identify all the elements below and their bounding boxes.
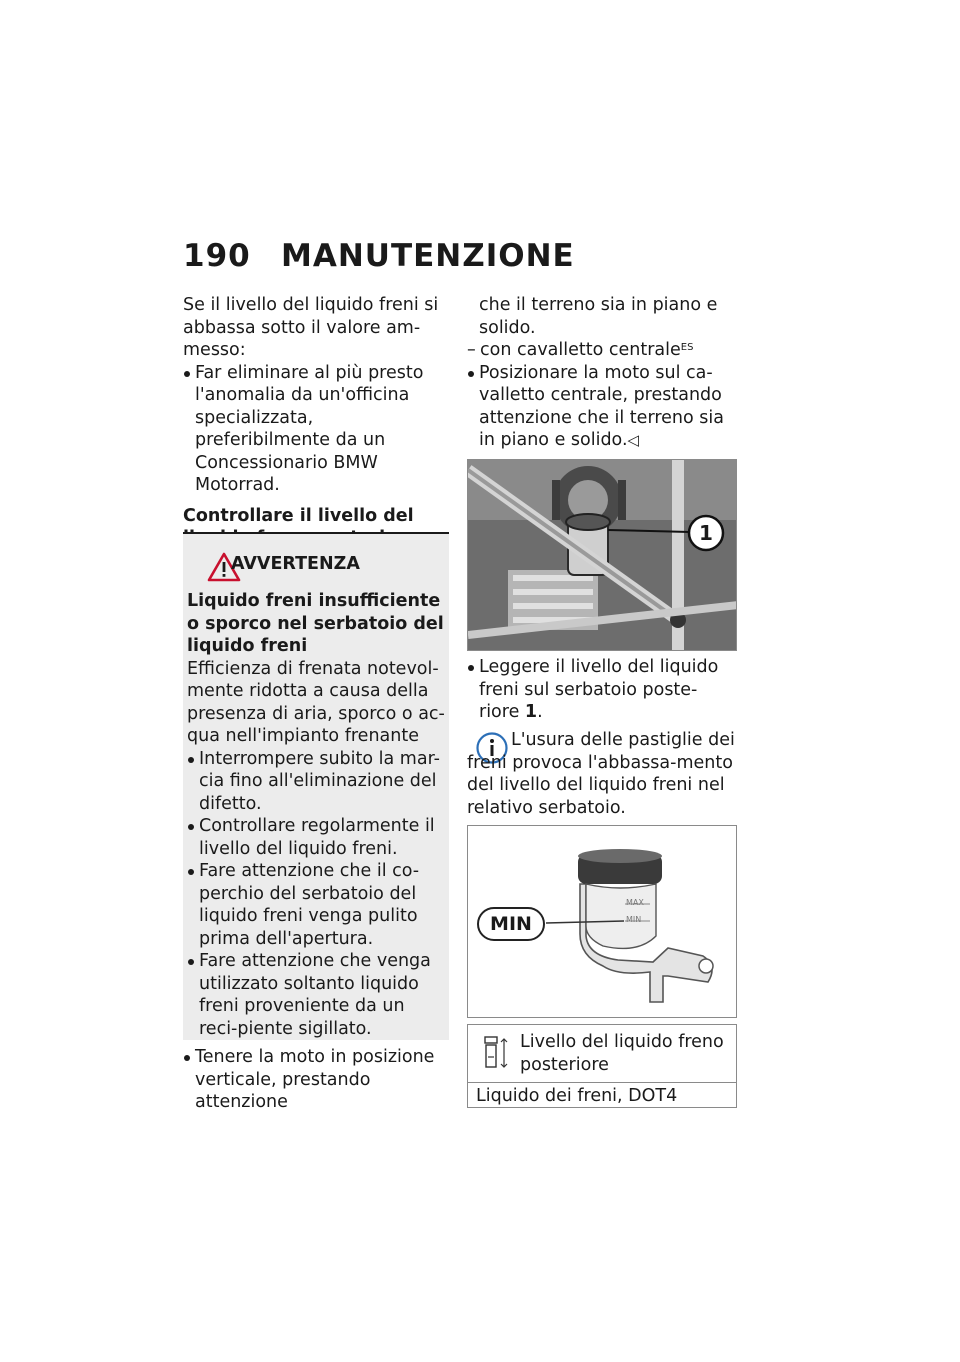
warning-bullet-4: Fare attenzione che venga utilizzato soltanto liquido freni proveniente da un reci-piente sigillato. — [187, 950, 445, 1040]
dash-item: – con cavalletto centrale$^{ES}$ — [467, 339, 737, 362]
intro-bullet: Far eliminare al più presto l'anomalia da un'officina specializzata, preferibilmente da un Concessionario BMW Motorrad. — [183, 362, 449, 497]
continuation-text: che il terreno sia in piano e solido. — [479, 295, 718, 338]
spec-header-row — [468, 1025, 736, 1083]
callout-1: 1 — [699, 521, 713, 545]
es-superscript: ES — [680, 342, 694, 353]
vertical-bullet: Tenere la moto in posizione verticale, prestando attenzione — [183, 1046, 449, 1114]
spec-value: Liquido dei freni, DOT4 — [476, 1086, 678, 1106]
spec-title: Livello del liquido freno posteriore — [520, 1032, 724, 1075]
figure-reservoir-drawing — [467, 825, 737, 1018]
warning-label: AVVERTENZA — [231, 554, 360, 574]
spec-table — [467, 1024, 737, 1108]
warning-heading: Liquido freni insufficiente o sporco nel serbatoio del liquido freni — [187, 591, 444, 656]
fluid-level-icon — [482, 1033, 512, 1075]
warning-content — [187, 590, 445, 1040]
end-mark-icon: ◁ — [627, 431, 640, 449]
intro-text: Se il livello del liquido freni si abbassa sotto il valore am-messo: — [183, 295, 439, 360]
warning-box — [183, 532, 449, 1040]
page-number: 190 — [183, 238, 251, 274]
section-heading: Controllare il livello del — [183, 505, 414, 526]
bullet-read-level: Leggere il livello del liquido freni sul serbatoio poste-riore 1. — [467, 656, 737, 724]
bullet-centerstand: Posizionare la moto sul ca-valletto centrale, prestando attenzione che il terreno sia in piano e solido.◁ — [467, 362, 737, 452]
after-warning — [183, 1046, 449, 1114]
read-level-block — [467, 656, 737, 724]
warning-bullet-2: Controllare regolarmente il livello del liquido freni. — [187, 815, 445, 860]
intro-block — [183, 294, 449, 550]
photo-illustration — [468, 460, 737, 651]
min-label: MIN — [490, 913, 532, 935]
warning-body: Efficienza di frenata notevol-mente ridotta a causa della presenza di aria, sporco o ac-qua nell'impianto frenante — [187, 658, 445, 746]
info-note: L'usura delle pastiglie dei freni provoca l'abbassa-mento del livello del liquido freni nel relativo serbatoio. — [467, 730, 735, 818]
min-mark: MIN — [626, 915, 642, 924]
col2-top — [467, 294, 737, 452]
figure-brake-reservoir-photo — [467, 459, 737, 651]
page-title: MANUTENZIONE — [281, 238, 575, 274]
max-mark: MAX — [626, 898, 644, 907]
warning-bullet-3: Fare attenzione che il co-perchio del serbatoio del liquido freni venga pulito prima dell'apertura. — [187, 860, 445, 950]
warning-bullet-1: Interrompere subito la mar-cia fino all'eliminazione del difetto. — [187, 748, 445, 816]
